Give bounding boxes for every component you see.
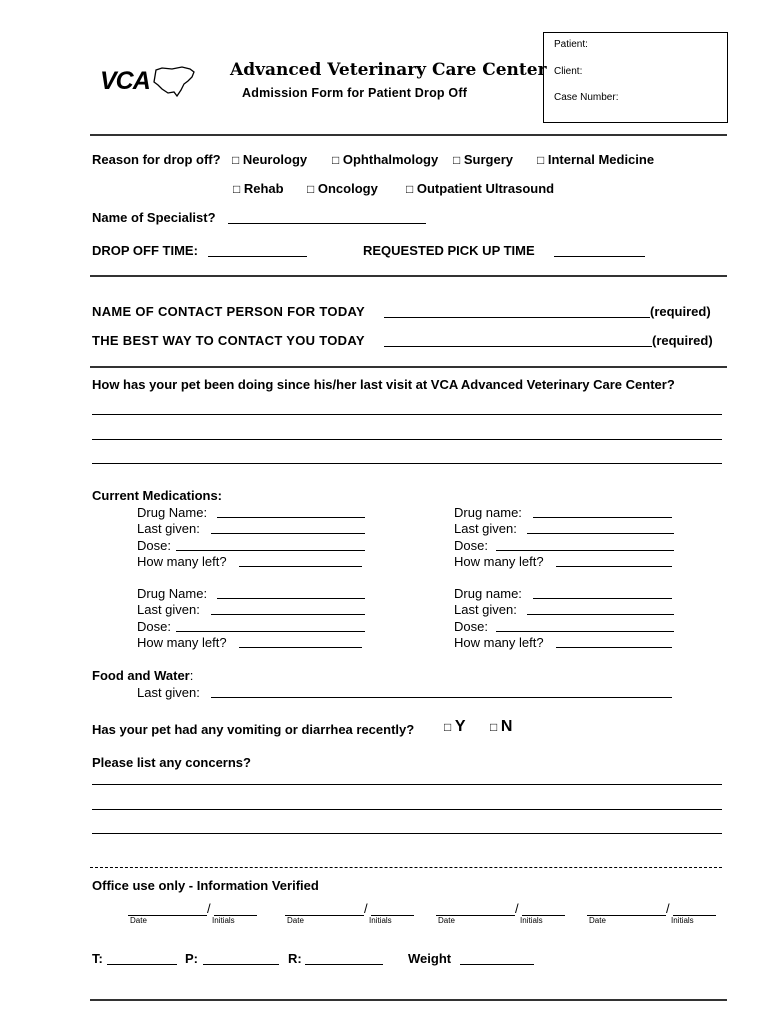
section-divider <box>90 275 727 277</box>
contact-method-required: (required) <box>652 333 713 348</box>
vomiting-yes-option[interactable] <box>444 718 466 736</box>
page-title: Advanced Veterinary Care Center <box>230 60 547 80</box>
verification-date-label: Date <box>589 916 606 925</box>
med-drug-label: Drug Name: <box>137 586 208 601</box>
case-number-label: Case Number: <box>554 92 619 103</box>
food-last-given-label: Last given: <box>137 685 200 700</box>
option-label: Outpatient Ultrasound <box>416 181 555 196</box>
contact-method-label: THE BEST WAY TO CONTACT YOU TODAY <box>92 333 365 348</box>
checkbox-icon[interactable]: □ <box>444 720 452 734</box>
med-how-many-label: How many left? <box>137 635 227 650</box>
contact-name-label: NAME OF CONTACT PERSON FOR TODAY <box>92 304 365 319</box>
checkbox-icon[interactable]: □ <box>233 182 241 196</box>
patient-info-box[interactable] <box>543 32 728 123</box>
vca-logo <box>98 64 198 105</box>
verification-date-label: Date <box>287 916 304 925</box>
med-dose-label: Dose: <box>137 538 171 553</box>
verification-slash: / <box>666 901 670 916</box>
med-last-given-label: Last given: <box>137 521 200 536</box>
pet-status-line[interactable] <box>92 439 722 440</box>
med-dose-field[interactable] <box>176 550 365 551</box>
med-drug-field[interactable] <box>217 598 365 599</box>
reason-label: Reason for drop off? <box>92 152 221 167</box>
med-drug-label: Drug name: <box>454 505 522 520</box>
food-last-given-field[interactable] <box>211 697 672 698</box>
checkbox-icon[interactable]: □ <box>406 182 414 196</box>
med-dose-field[interactable] <box>496 550 674 551</box>
option-outpatient-ultrasound[interactable] <box>406 181 554 196</box>
med-drug-label: Drug name: <box>454 586 522 601</box>
contact-name-field[interactable] <box>384 317 650 318</box>
option-label: Rehab <box>243 181 284 196</box>
pet-status-question: How has your pet been doing since his/her last visit at VCA Advanced Veterinary Care Center? <box>92 377 675 392</box>
concerns-line[interactable] <box>92 809 722 810</box>
verification-slash: / <box>515 901 519 916</box>
contact-method-field[interactable] <box>384 346 652 347</box>
med-last-given-field[interactable] <box>527 614 674 615</box>
verification-initials-label: Initials <box>369 916 392 925</box>
verification-entry[interactable] <box>587 901 717 925</box>
option-label: Internal Medicine <box>547 152 655 167</box>
checkbox-icon[interactable]: □ <box>453 153 461 167</box>
weight-label: Weight <box>408 951 452 966</box>
med-drug-label: Drug Name: <box>137 505 208 520</box>
medications-heading: Current Medications: <box>92 488 223 503</box>
med-last-given-field[interactable] <box>211 614 365 615</box>
med-drug-field[interactable] <box>217 517 365 518</box>
pet-status-line[interactable] <box>92 463 722 464</box>
pick-up-time-label: REQUESTED PICK UP TIME <box>363 243 535 258</box>
med-dose-label: Dose: <box>454 619 488 634</box>
pick-up-time-field[interactable] <box>554 256 645 257</box>
med-drug-field[interactable] <box>533 517 672 518</box>
med-how-many-field[interactable] <box>239 566 362 567</box>
option-rehab[interactable] <box>233 181 284 196</box>
verification-slash: / <box>364 901 368 916</box>
med-how-many-label: How many left? <box>454 554 544 569</box>
us-map-outline <box>154 67 194 96</box>
temperature-label: T: <box>92 951 103 966</box>
patient-label: Patient: <box>554 39 588 50</box>
food-water-heading <box>92 668 193 683</box>
food-water-colon: : <box>189 668 194 683</box>
no-label: N <box>500 718 513 735</box>
checkbox-icon[interactable]: □ <box>332 153 340 167</box>
med-last-given-field[interactable] <box>211 533 365 534</box>
verification-entry[interactable] <box>128 901 258 925</box>
option-label: Neurology <box>242 152 308 167</box>
contact-name-required: (required) <box>650 304 711 319</box>
option-surgery[interactable] <box>453 152 513 167</box>
yes-label: Y <box>454 718 466 735</box>
option-neurology[interactable] <box>232 152 307 167</box>
verification-initials-label: Initials <box>671 916 694 925</box>
food-water-heading-text: Food and Water <box>92 668 190 683</box>
med-last-given-field[interactable] <box>527 533 674 534</box>
med-how-many-field[interactable] <box>556 647 672 648</box>
temperature-field[interactable] <box>107 964 177 965</box>
concerns-line[interactable] <box>92 784 722 785</box>
checkbox-icon[interactable]: □ <box>307 182 315 196</box>
option-internal-medicine[interactable] <box>537 152 654 167</box>
concerns-line[interactable] <box>92 833 722 834</box>
verification-initials-label: Initials <box>520 916 543 925</box>
med-last-given-label: Last given: <box>454 521 517 536</box>
office-use-label: Office use only - Information Verified <box>92 878 319 893</box>
section-divider <box>90 366 727 368</box>
page-subtitle: Admission Form for Patient Drop Off <box>242 86 468 100</box>
med-dose-label: Dose: <box>137 619 171 634</box>
verification-slash: / <box>207 901 211 916</box>
verification-initials-label: Initials <box>212 916 235 925</box>
checkbox-icon[interactable]: □ <box>537 153 545 167</box>
verification-date-label: Date <box>438 916 455 925</box>
drop-off-time-field[interactable] <box>208 256 307 257</box>
med-dose-field[interactable] <box>496 631 674 632</box>
pet-status-line[interactable] <box>92 414 722 415</box>
weight-field[interactable] <box>460 964 534 965</box>
med-how-many-label: How many left? <box>454 635 544 650</box>
med-how-many-label: How many left? <box>137 554 227 569</box>
med-how-many-field[interactable] <box>239 647 362 648</box>
med-last-given-label: Last given: <box>137 602 200 617</box>
client-label: Client: <box>554 66 583 77</box>
verification-date-label: Date <box>130 916 147 925</box>
respiration-field[interactable] <box>305 964 383 965</box>
med-last-given-label: Last given: <box>454 602 517 617</box>
pulse-label: P: <box>185 951 198 966</box>
option-label: Ophthalmology <box>342 152 439 167</box>
pulse-field[interactable] <box>203 964 279 965</box>
respiration-label: R: <box>288 951 302 966</box>
header-divider <box>90 134 727 136</box>
drop-off-time-label: DROP OFF TIME: <box>92 243 198 258</box>
specialist-field[interactable] <box>228 223 426 224</box>
option-oncology[interactable] <box>307 181 378 196</box>
option-label: Surgery <box>463 152 514 167</box>
vomiting-question: Has your pet had any vomiting or diarrhea recently? <box>92 722 415 737</box>
vomiting-no-option[interactable] <box>490 718 512 736</box>
checkbox-icon[interactable]: □ <box>232 153 240 167</box>
med-dose-label: Dose: <box>454 538 488 553</box>
med-dose-field[interactable] <box>176 631 365 632</box>
option-ophthalmology[interactable] <box>332 152 438 167</box>
verification-entry[interactable] <box>436 901 566 925</box>
footer-divider <box>90 999 727 1001</box>
option-label: Oncology <box>317 181 378 196</box>
specialist-label: Name of Specialist? <box>92 210 216 225</box>
med-drug-field[interactable] <box>533 598 672 599</box>
vca-logo-text: VCA <box>100 67 150 95</box>
office-divider <box>90 867 722 868</box>
checkbox-icon[interactable]: □ <box>490 720 498 734</box>
verification-entry[interactable] <box>285 901 415 925</box>
concerns-label: Please list any concerns? <box>92 755 251 770</box>
med-how-many-field[interactable] <box>556 566 672 567</box>
